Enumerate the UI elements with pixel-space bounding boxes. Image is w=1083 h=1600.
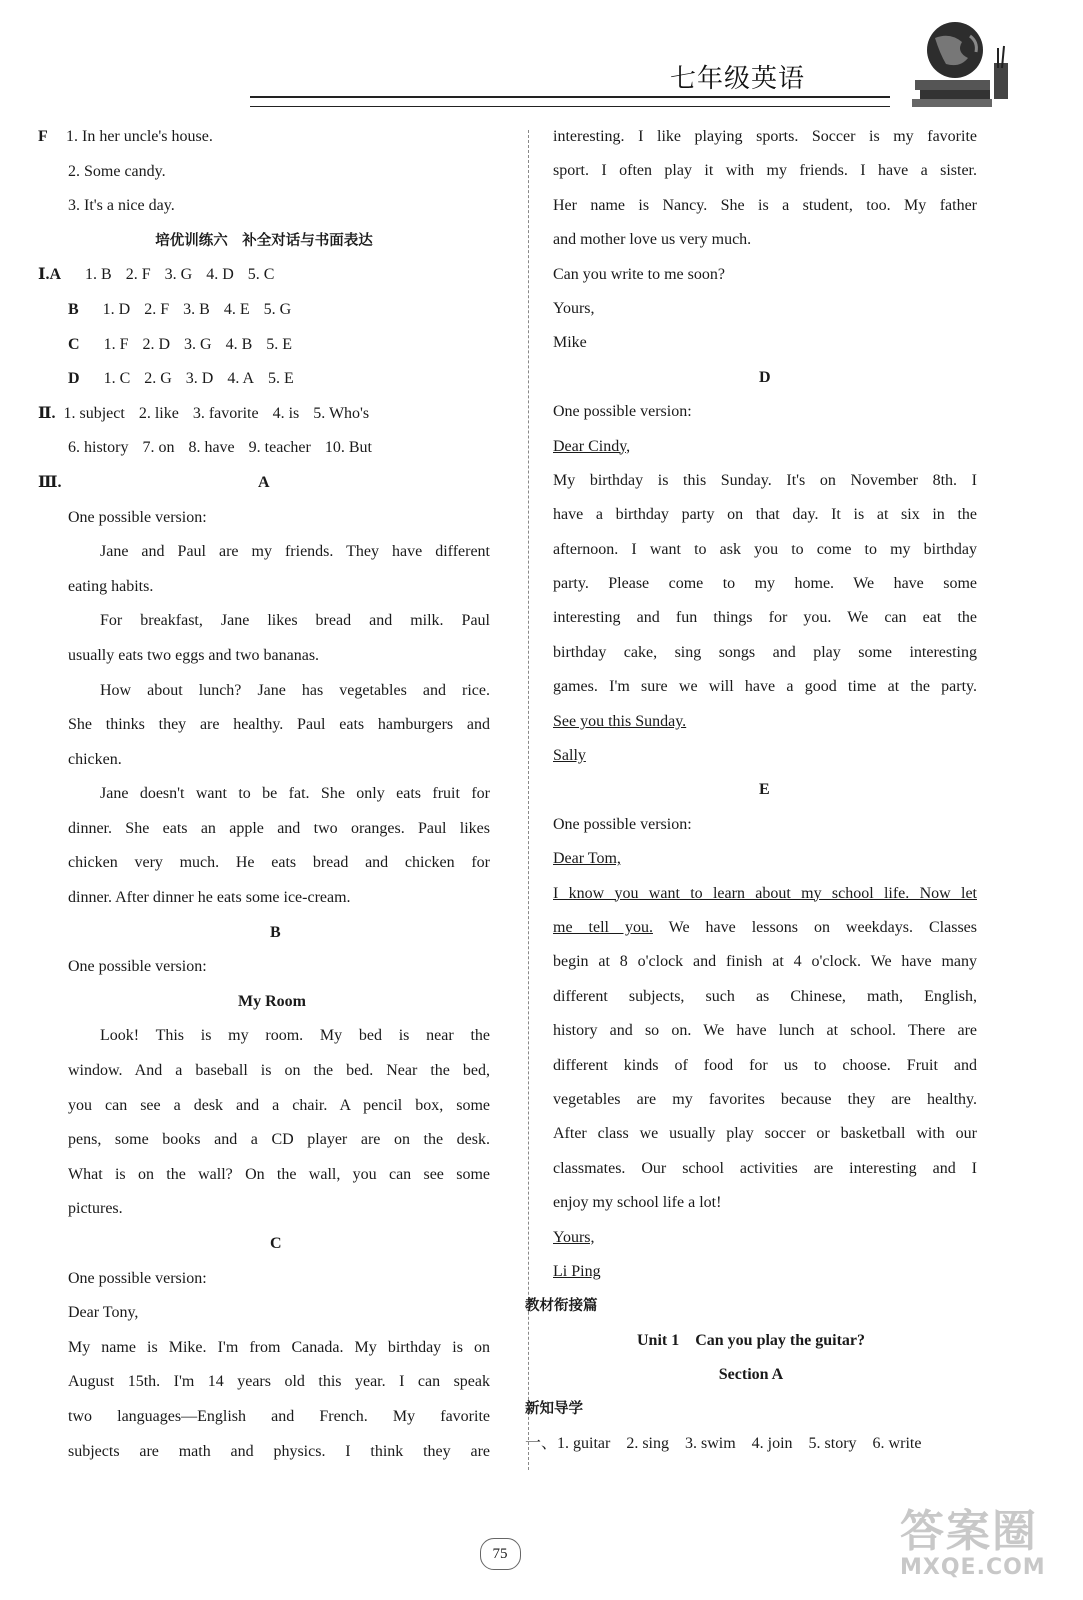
essay-D-heading: D (759, 368, 771, 386)
essay-B-line: What is on the wall? On the wall, you can see some (68, 1165, 490, 1183)
essay-C-cont-line: sport. I often play it with my friends. I have a sister. (553, 162, 977, 180)
essay-C-line: One possible version: (68, 1269, 207, 1287)
essay-E-line: classmates. Our school activities are interesting and I (553, 1159, 977, 1177)
page-header (250, 50, 1020, 110)
watermark-logo: 答案圈 MXQE.COM (900, 1506, 1046, 1580)
essay-A-line: Jane doesn't want to be fat. She only eats fruit for (100, 785, 490, 803)
essay-D-line: have a birthday party on that day. It is at six in the (553, 506, 977, 524)
answer-row-C: C 1. F 2. D 3. G 4. B 5. E (68, 335, 293, 353)
essay-B-line: pens, some books and a CD player are on the desk. (68, 1131, 490, 1149)
essay-E-closing: Yours, (553, 1228, 595, 1246)
answer-row-A: Ⅰ.A 1. B 2. F 3. G 4. D 5. C (38, 266, 275, 284)
essay-C-cont-line: interesting. I like playing sports. Soccer is my favorite (553, 128, 977, 145)
essay-E-heading: E (759, 781, 770, 799)
essay-E-line: different kinds of food for us to choose. Fruit and (553, 1056, 977, 1074)
part-III-heading: Ⅲ. A (38, 473, 270, 491)
essay-D-version: One possible version: (553, 403, 692, 421)
essay-E-sign: Li Ping (553, 1262, 601, 1280)
essay-B-title: My Room (238, 992, 306, 1010)
essay-C-cont-line: Can you write to me soon? (553, 265, 725, 283)
essay-C-line: subjects are math and physics. I think they are (68, 1442, 490, 1460)
essay-C-cont-line: Her name is Nancy. She is a student, too. My father (553, 196, 977, 214)
essay-A-line: chicken very much. He eats bread and chicken for (68, 854, 490, 872)
essay-C-line: My name is Mike. I'm from Canada. My birthday is on (68, 1338, 490, 1356)
essay-E-line: After class we usually play soccer or basketball with our (553, 1125, 977, 1143)
essay-D-line: party. Please come to my home. We have some (553, 575, 977, 593)
xinzhi-title: 新知导学 (525, 1401, 583, 1418)
essay-A-line: She thinks they are healthy. Paul eats hamburgers and (68, 716, 490, 734)
essay-C-cont-line: Yours, (553, 299, 595, 317)
answer-F3: 3. It's a nice day. (68, 197, 175, 215)
essay-D-line: games. I'm sure we will have a good time at the party. (553, 678, 977, 696)
left-column (38, 120, 490, 1469)
essay-D-line: interesting and fun things for you. We can eat the (553, 609, 977, 627)
essay-D-line: My birthday is this Sunday. It's on November 8th. I (553, 471, 977, 489)
essay-B-version: One possible version: (68, 958, 207, 976)
essay-E-line: vegetables are my favorites because they are healthy. (553, 1090, 977, 1108)
essay-C-line: Dear Tony, (68, 1304, 139, 1322)
essay-C-line: two languages—English and French. My favorite (68, 1407, 490, 1425)
essay-B-heading: B (270, 923, 281, 941)
answer-row-II-2: 6. history 7. on 8. have 9. teacher 10. But (68, 439, 372, 457)
essay-B-line: Look! This is my room. My bed is near the (100, 1027, 490, 1045)
essay-D-line: afternoon. I want to ask you to come to my birthday (553, 540, 977, 558)
essay-C-cont-line: Mike (553, 334, 587, 352)
section-a-title: Section A (718, 1366, 784, 1384)
answer-row-II-1: Ⅱ. 1. subject 2. like 3. favorite 4. is 5. Who's (38, 404, 370, 422)
answer-row-B: B 1. D 2. F 3. B 4. E 5. G (68, 300, 292, 318)
essay-C-line: August 15th. I'm 14 years old this year. I can speak (68, 1373, 490, 1391)
essay-E-line: begin at 8 o'clock and finish at 4 o'clock. We have many (553, 953, 977, 971)
vocab-line: 一、1. guitar 2. sing 3. swim 4. join 5. story 6. write (525, 1434, 922, 1452)
essay-D-sign: Sally (553, 747, 586, 765)
answer-F1: F 1. In her uncle's house. (38, 128, 213, 145)
essay-B-line: pictures. (68, 1200, 123, 1218)
essay-E-line: history and so on. We have lunch at school. There are (553, 1022, 977, 1040)
unit-title: Unit 1 Can you play the guitar? (636, 1331, 866, 1349)
essay-A-line: One possible version: (68, 508, 207, 526)
essay-E-line: I know you want to learn about my school life. Now let (553, 884, 977, 902)
essay-A-line: eating habits. (68, 577, 154, 595)
essay-A-line: dinner. She eats an apple and two oranges. Paul likes (68, 819, 490, 837)
essay-B-line: window. And a baseball is on the bed. Near the bed, (68, 1062, 490, 1080)
header-rule (250, 96, 890, 107)
header-title: 七年级英语 (670, 64, 806, 94)
page-number: 75 (460, 1538, 540, 1568)
column-divider (528, 130, 529, 1470)
essay-A-line: chicken. (68, 750, 122, 768)
essay-A-line: usually eats two eggs and two bananas. (68, 646, 320, 664)
essay-A-line: For breakfast, Jane likes bread and milk. Paul (100, 612, 490, 630)
essay-C-cont-line: and mother love us very much. (553, 231, 752, 249)
essay-D-greeting: Dear Cindy, (553, 437, 631, 455)
bridge-title: 教材衔接篇 (525, 1298, 598, 1315)
essay-A-line: Jane and Paul are my friends. They have different (100, 543, 490, 561)
essay-A-line: How about lunch? Jane has vegetables and rice. (100, 681, 490, 699)
essay-D-line: birthday cake, sing songs and play some interesting (553, 643, 977, 661)
right-column (525, 120, 977, 1461)
essay-A-line: dinner. After dinner he eats some ice-cream. (68, 889, 351, 907)
essay-E-greeting: Dear Tom, (553, 850, 621, 868)
essay-C-heading: C (270, 1235, 282, 1252)
essay-E-line: different subjects, such as Chinese, math, English, (553, 987, 977, 1005)
essay-E-line: enjoy my school life a lot! (553, 1194, 722, 1212)
essay-E-version: One possible version: (553, 815, 692, 833)
section-title: 培优训练六 补全对话与书面表达 (155, 232, 373, 249)
essay-D-closing: See you this Sunday. (553, 712, 687, 730)
essay-E-line: me tell you. We have lessons on weekdays. Classes (553, 918, 977, 936)
answer-F2: 2. Some candy. (68, 162, 166, 180)
answer-row-D: D 1. C 2. G 3. D 4. A 5. E (68, 370, 294, 388)
globe-books-icon (910, 18, 1015, 108)
essay-B-line: you can see a desk and a chair. A pencil box, some (68, 1096, 490, 1114)
